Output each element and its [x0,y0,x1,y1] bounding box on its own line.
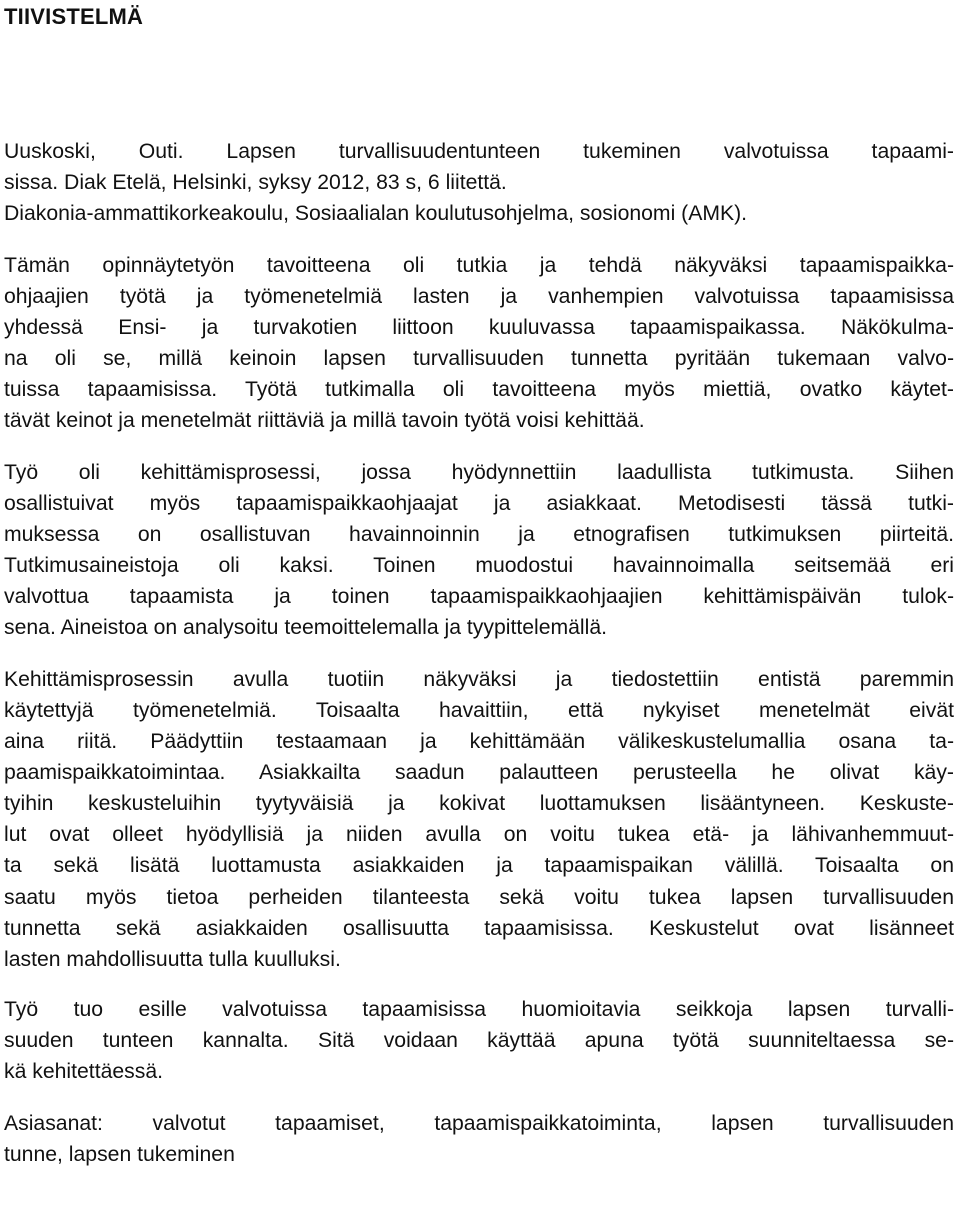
paragraph-line: ta sekä lisätä luottamusta asiakkaiden ja tapaamispaikan välillä. Toisaalta on [4,854,954,878]
paragraph-conclusion [4,994,954,1087]
paragraph-line: Kehittämisprosessin avulla tuotiin näkyväksi ja tiedostettiin entistä paremmin [4,667,954,691]
paragraph-line: valvottua tapaamista ja toinen tapaamispaikkaohjaajien kehittämispäivän tulok- [4,585,954,609]
paragraph-line: Tämän opinnäytetyön tavoitteena oli tutkia ja tehdä näkyväksi tapaamispaikka- [4,253,954,277]
paragraph-line: Työ tuo esille valvotuissa tapaamisissa huomioitavia seikkoja lapsen turvalli- [4,997,954,1021]
paragraph-line: aina riitä. Päädyttiin testaamaan ja kehittämään välikeskustelumallia osana ta- [4,730,954,754]
paragraph-method [4,457,954,644]
paragraph-line: Työ oli kehittämisprosessi, jossa hyödynnettiin laadullista tutkimusta. Siihen [4,460,954,484]
keywords [4,1108,954,1170]
paragraph-line: na oli se, millä keinoin lapsen turvallisuuden tunnetta pyritään tukemaan valvo- [4,347,954,371]
abstract-page [4,0,954,1170]
paragraph-line: käytettyjä työmenetelmiä. Toisaalta havaittiin, että nykyiset menetelmät eivät [4,699,954,722]
paragraph-line: saatu myös tietoa perheiden tilanteesta sekä voitu tukea lapsen turvallisuuden [4,885,954,909]
paragraph-line: muksessa on osallistuvan havainnoinnin ja etnografisen tutkimuksen piirteitä. [4,523,954,547]
paragraph-line: tunnetta sekä asiakkaiden osallisuutta tapaamisissa. Keskustelut ovat lisänneet [4,916,954,940]
citation-line: sissa. Diak Etelä, Helsinki, syksy 2012, 83 s, 6 liitettä. [4,171,507,195]
paragraph-objective [4,250,954,437]
citation-block [4,136,954,229]
paragraph-line: osallistuivat myös tapaamispaikkaohjaajat ja asiakkaat. Metodisesti tässä tutki- [4,491,954,515]
paragraph-line: paamispaikkatoimintaa. Asiakkailta saadun palautteen perusteella he olivat käy- [4,761,954,785]
citation-line: Diakonia-ammattikorkeakoulu, Sosiaalialan koulutusohjelma, sosionomi (AMK). [4,202,748,226]
paragraph-line: lasten mahdollisuutta tulla kuulluksi. [4,947,341,971]
paragraph-line: kä kehitettäessä. [4,1060,163,1084]
keywords-line: tunne, lapsen tukeminen [4,1142,235,1166]
citation-line: Uuskoski, Outi. Lapsen turvallisuudentunteen tukeminen valvotuissa tapaami- [4,140,954,163]
keywords-line: Asiasanat: valvotut tapaamiset, tapaamispaikkatoiminta, lapsen turvallisuuden [4,1111,954,1135]
paragraph-line: ohjaajien työtä ja työmenetelmiä lasten ja vanhempien valvotuissa tapaamisissa [4,284,954,308]
paragraph-line: suuden tunteen kannalta. Sitä voidaan käyttää apuna työtä suunniteltaessa se- [4,1028,954,1052]
paragraph-line: tuissa tapaamisissa. Työtä tutkimalla oli tavoitteena myös miettiä, ovatko käytet- [4,378,954,402]
paragraph-line: Tutkimusaineistoja oli kaksi. Toinen muodostui havainnoimalla seitsemää eri [4,554,954,578]
paragraph-line: tävät keinot ja menetelmät riittäviä ja millä tavoin työtä voisi kehittää. [4,409,645,433]
paragraph-results [4,664,954,975]
paragraph-line: sena. Aineistoa on analysoitu teemoittelemalla ja tyypittelemällä. [4,616,608,640]
paragraph-line: yhdessä Ensi- ja turvakotien liittoon kuuluvassa tapaamispaikassa. Näkökulma- [4,315,954,339]
paragraph-line: lut ovat olleet hyödyllisiä ja niiden avulla on voitu tukea etä- ja lähivanhemmuut- [4,823,954,847]
paragraph-line: tyihin keskusteluihin tyytyväisiä ja kokivat luottamuksen lisääntyneen. Keskuste- [4,792,954,816]
page-title: TIIVISTELMÄ [4,4,144,29]
